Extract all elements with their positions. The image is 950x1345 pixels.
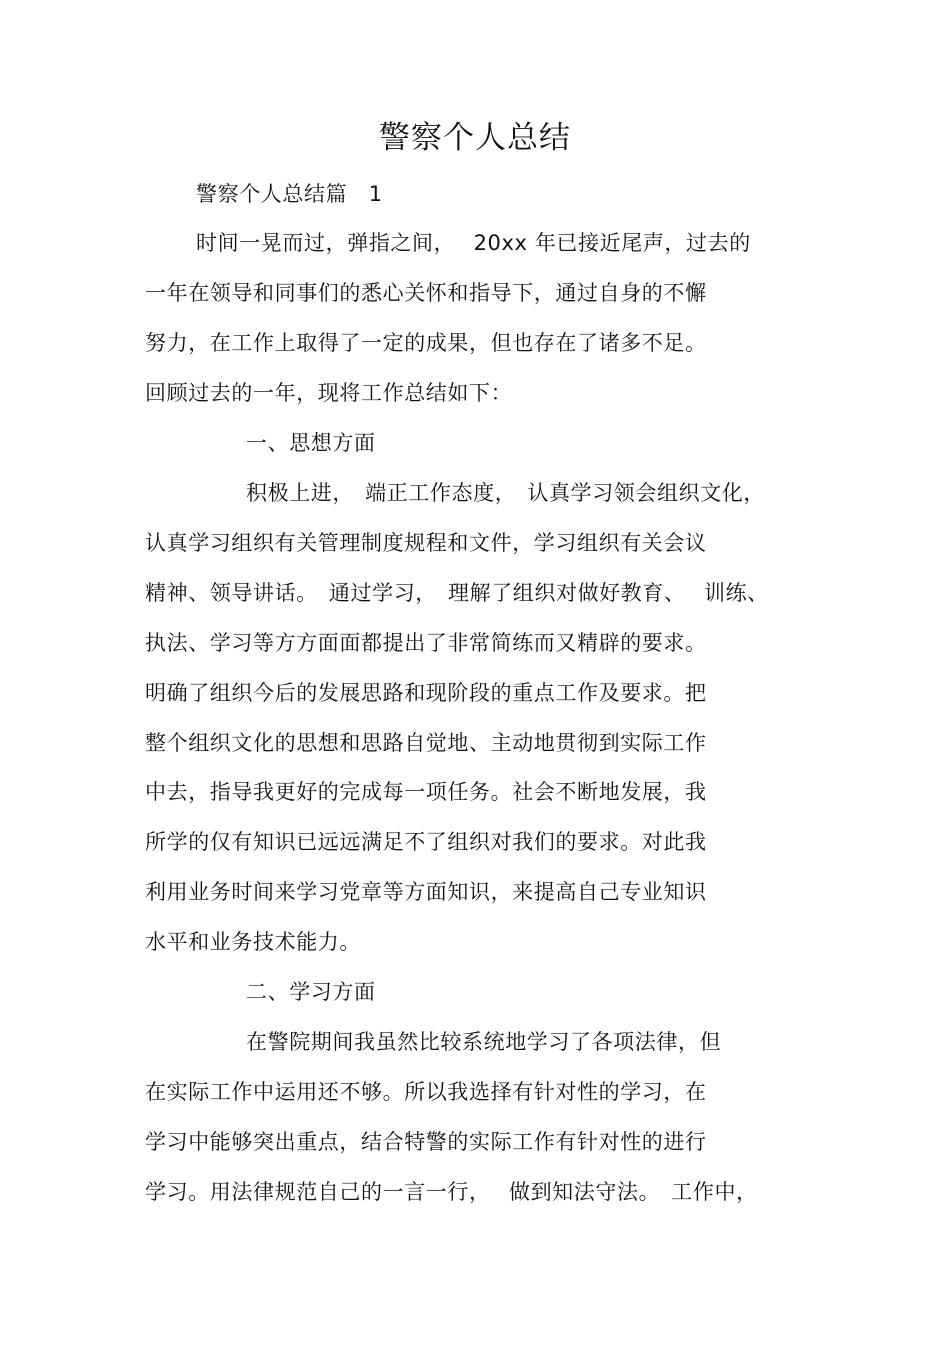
paragraph-line: 明确了组织今后的发展思路和现阶段的重点工作及要求。把 (145, 681, 707, 705)
section-heading-1: 警察个人总结篇 1 (196, 182, 383, 206)
paragraph-line: 积极上进， 端正工作态度， 认真学习领会组织文化， (246, 481, 765, 505)
paragraph-line: 回顾过去的一年，现将工作总结如下： (145, 381, 513, 405)
paragraph-line: 整个组织文化的思想和思路自觉地、主动地贯彻到实际工作 (145, 731, 707, 755)
paragraph-line: 认真学习组织有关管理制度规程和文件，学习组织有关会议 (145, 531, 707, 555)
paragraph-line: 时间一晃而过，弹指之间， 20xx 年已接近尾声，过去的 (196, 231, 751, 255)
paragraph-line: 所学的仅有知识已远远满足不了组织对我们的要求。对此我 (145, 830, 707, 854)
subheading-thought: 一、思想方面 (246, 431, 376, 455)
paragraph-line: 学习。用法律规范自己的一言一行， 做到知法守法。 工作中， (145, 1180, 758, 1204)
paragraph-line: 执法、学习等方方面面都提出了非常简练而又精辟的要求。 (145, 631, 707, 655)
paragraph-line: 在实际工作中运用还不够。所以我选择有针对性的学习，在 (145, 1080, 707, 1104)
paragraph-line: 在警院期间我虽然比较系统地学习了各项法律，但 (246, 1030, 722, 1054)
document-title: 警察个人总结 (379, 120, 571, 156)
paragraph-line: 努力，在工作上取得了一定的成果，但也存在了诸多不足。 (145, 331, 707, 355)
paragraph-line: 一年在领导和同事们的悉心关怀和指导下，通过自身的不懈 (145, 281, 707, 305)
paragraph-line: 精神、领导讲话。 通过学习， 理解了组织对做好教育、 训练、 (145, 581, 769, 605)
paragraph-line: 学习中能够突出重点，结合特警的实际工作有针对性的进行 (145, 1130, 707, 1154)
subheading-study: 二、学习方面 (246, 980, 376, 1004)
paragraph-line: 利用业务时间来学习党章等方面知识，来提高自己专业知识 (145, 880, 707, 904)
paragraph-line: 水平和业务技术能力。 (145, 930, 361, 954)
paragraph-line: 中去，指导我更好的完成每一项任务。社会不断地发展，我 (145, 780, 707, 804)
